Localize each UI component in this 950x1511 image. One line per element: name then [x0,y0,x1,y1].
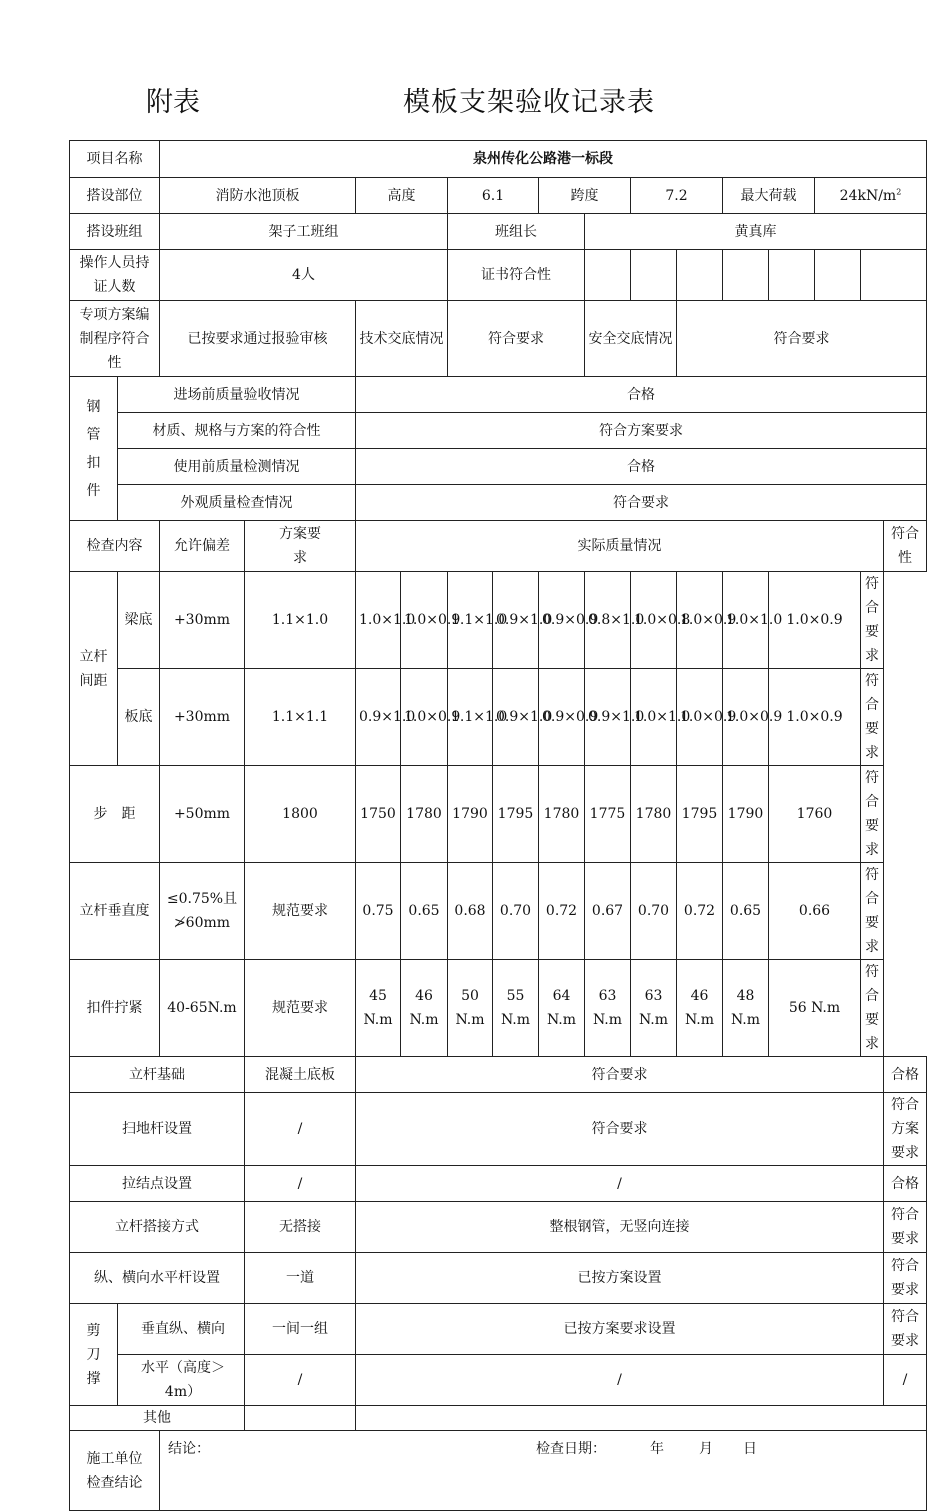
conclusion-label: 施工单位检查结论 [70,1431,160,1511]
row-scheme [70,301,927,377]
scissor-row [70,1304,927,1355]
actual-value: 1.1×1.0 [448,669,493,766]
conform-value: 符合要求 [861,960,884,1057]
check-item-plan: 一道 [245,1253,356,1304]
steel-row [70,377,927,413]
actual-value: 1.0×1.0 [723,572,769,669]
actual-value: 48 N.m [723,960,769,1057]
project-value: 泉州传化公路港一标段 [160,141,927,178]
date-month: 月 [699,1441,713,1457]
conform-value: 符合要求 [861,572,884,669]
check-row [70,1093,927,1166]
actual-value: 1760 [769,766,861,863]
title-row [0,80,950,124]
scissor-plan: 一间一组 [245,1304,356,1355]
steel-result: 合格 [356,377,927,413]
actual-value: 1.0×1.0 [356,572,401,669]
actual-value: 1.0×0.9 [677,572,723,669]
scissor-row [70,1355,927,1406]
steel-item: 材质、规格与方案的符合性 [118,413,356,449]
cert-cell [723,250,769,301]
check-item-conform: 合格 [884,1166,927,1202]
tolerance-header: 允许偏差 [160,521,245,572]
check-item-label: 纵、横向水平杆设置 [70,1253,245,1304]
conclusion-row [70,1431,927,1511]
safety-value: 符合要求 [677,301,927,377]
actual-value: 0.9×1.0 [356,669,401,766]
actual-value: 46 N.m [677,960,723,1057]
check-item-plan: / [245,1166,356,1202]
span-value: 7.2 [631,178,723,214]
actual-value: 46 N.m [401,960,448,1057]
actual-value: 1.0×0.9 [401,669,448,766]
steel-result: 合格 [356,449,927,485]
torque-plan: 规范要求 [245,960,356,1057]
tech-value: 符合要求 [448,301,585,377]
pole-spacing-plan: 1.1×1.0 [245,572,356,669]
actual-value: 0.66 [769,863,861,960]
operators-label: 操作人员持证人数 [70,250,160,301]
actual-value: 45 N.m [356,960,401,1057]
actual-value: 1780 [539,766,585,863]
check-item-actual: 符合要求 [356,1093,884,1166]
actual-value: 0.9×0.9 [539,669,585,766]
actual-value: 1.0×0.9 [769,669,861,766]
actual-value: 56 N.m [769,960,861,1057]
actual-value: 0.65 [723,863,769,960]
check-item-actual: 已按方案设置 [356,1253,884,1304]
project-label: 项目名称 [70,141,160,178]
steel-result: 符合要求 [356,485,927,521]
actual-value: 63 N.m [631,960,677,1057]
check-item-label: 拉结点设置 [70,1166,245,1202]
vertical-row [70,863,927,960]
actual-value: 1.0×1.0 [631,669,677,766]
conform-value: 符合要求 [861,766,884,863]
leader-label: 班组长 [448,214,585,250]
load-label: 最大荷载 [723,178,815,214]
conform-value: 符合要求 [861,669,884,766]
actual-value: 0.65 [401,863,448,960]
step-plan: 1800 [245,766,356,863]
check-item-actual: 符合要求 [356,1057,884,1093]
actual-value: 1790 [723,766,769,863]
check-row [70,1057,927,1093]
pole-spacing-tolerance: +30mm [160,669,245,766]
pole-spacing-plan: 1.1×1.1 [245,669,356,766]
torque-tolerance: 40-65N.m [160,960,245,1057]
conform-value: 符合要求 [861,863,884,960]
actual-value: 0.67 [585,863,631,960]
actual-value: 1780 [631,766,677,863]
actual-value: 1775 [585,766,631,863]
height-value: 6.1 [448,178,539,214]
conclusion-result-label: 结论： [168,1441,210,1457]
actual-header: 实际质量情况 [356,521,884,572]
tech-label: 技术交底情况 [356,301,448,377]
other-row [70,1406,927,1431]
team-value: 架子工班组 [160,214,448,250]
check-item-plan: 无搭接 [245,1202,356,1253]
row-team [70,214,927,250]
scheme-label: 专项方案编制程序符合性 [70,301,160,377]
actual-value: 0.8×1.0 [585,572,631,669]
pole-spacing-row [70,669,927,766]
check-item-label: 扫地杆设置 [70,1093,245,1166]
step-row [70,766,927,863]
scissor-conform: 符合要求 [884,1304,927,1355]
cert-cell [631,250,677,301]
location-label: 搭设部位 [70,178,160,214]
pole-spacing-label: 立杆间距 [70,572,118,766]
inspection-date-label: 检查日期： [536,1441,606,1457]
steel-result: 符合方案要求 [356,413,927,449]
scissor-actual: / [356,1355,884,1406]
pole-spacing-row [70,572,927,669]
actual-value: 0.72 [539,863,585,960]
step-label: 步 距 [70,766,160,863]
actual-value: 63 N.m [585,960,631,1057]
scissor-label: 剪刀撑 [70,1304,118,1406]
other-value [356,1406,927,1431]
scheme-value: 已按要求通过报验审核 [160,301,356,377]
vertical-label: 立杆垂直度 [70,863,160,960]
check-item-plan: / [245,1093,356,1166]
load-value: $24kN/m^2$ [815,178,927,214]
actual-value: 1.0×0.9 [677,669,723,766]
step-tolerance: +50mm [160,766,245,863]
plan-header: 方案要求 [245,521,356,572]
check-item-conform: 符合要求 [884,1202,927,1253]
height-label: 高度 [356,178,448,214]
check-content-header: 检查内容 [70,521,160,572]
team-label: 搭设班组 [70,214,160,250]
span-label: 跨度 [539,178,631,214]
actual-value: 1795 [677,766,723,863]
actual-value: 0.9×1.0 [493,572,539,669]
actual-value: 0.72 [677,863,723,960]
leader-value: 黄真库 [585,214,927,250]
vertical-plan: 规范要求 [245,863,356,960]
row-location [70,178,927,214]
torque-label: 扣件拧紧 [70,960,160,1057]
actual-value: 50 N.m [448,960,493,1057]
row-project [70,141,927,178]
date-year: 年 [650,1441,664,1457]
check-item-actual: 整根钢管，无竖向连接 [356,1202,884,1253]
check-item-conform: 符合方案要求 [884,1093,927,1166]
actual-value: 0.75 [356,863,401,960]
check-item-label: 立杆搭接方式 [70,1202,245,1253]
check-row [70,1202,927,1253]
steel-item: 使用前质量检测情况 [118,449,356,485]
scissor-name: 水平（高度＞4m） [118,1355,245,1406]
cert-cell [815,250,861,301]
inspection-form-table [69,140,927,1511]
actual-value: 1795 [493,766,539,863]
actual-value: 1780 [401,766,448,863]
steel-row [70,413,927,449]
pole-spacing-tolerance: +30mm [160,572,245,669]
actual-value: 64 N.m [539,960,585,1057]
check-item-label: 立杆基础 [70,1057,245,1093]
actual-value: 0.9×1.0 [493,669,539,766]
check-row [70,1253,927,1304]
actual-value: 0.9×0.9 [539,572,585,669]
actual-value: 55 N.m [493,960,539,1057]
page-title: 模板支架验收记录表 [403,87,655,118]
conclusion-area [160,1431,927,1511]
actual-value: 0.68 [448,863,493,960]
safety-label: 安全交底情况 [585,301,677,377]
cert-cell [585,250,631,301]
actual-value: 0.70 [493,863,539,960]
steel-item: 外观质量检查情况 [118,485,356,521]
steel-row [70,449,927,485]
title-prefix: 附表 [146,87,200,118]
pole-spacing-name: 梁底 [118,572,160,669]
date-day: 日 [743,1441,757,1457]
actual-value: 1.0×0.9 [723,669,769,766]
check-header-row [70,521,927,572]
steel-row [70,485,927,521]
pole-spacing-name: 板底 [118,669,160,766]
cert-label: 证书符合性 [448,250,585,301]
scissor-conform: / [884,1355,927,1406]
cert-cell [769,250,815,301]
actual-value: 1750 [356,766,401,863]
other-label: 其他 [70,1406,245,1431]
check-item-actual: / [356,1166,884,1202]
row-operators [70,250,927,301]
operators-value: 4人 [160,250,448,301]
check-item-plan: 混凝土底板 [245,1057,356,1093]
cert-cell [861,250,927,301]
scissor-actual: 已按方案要求设置 [356,1304,884,1355]
scissor-plan: / [245,1355,356,1406]
scissor-name: 垂直纵、横向 [118,1304,245,1355]
location-value: 消防水池顶板 [160,178,356,214]
actual-value: 0.70 [631,863,677,960]
conform-header: 符合性 [884,521,927,572]
torque-row [70,960,927,1057]
other-plan [245,1406,356,1431]
steel-label: 钢管扣件 [70,377,118,521]
actual-value: 1.0×0.9 [401,572,448,669]
actual-value: 1.0×0.8 [631,572,677,669]
actual-value: 1.1×1.0 [448,572,493,669]
cert-cell [677,250,723,301]
vertical-tolerance: ≤0.75%且≯60mm [160,863,245,960]
actual-value: 1790 [448,766,493,863]
check-item-conform: 符合要求 [884,1253,927,1304]
steel-item: 进场前质量验收情况 [118,377,356,413]
check-row [70,1166,927,1202]
actual-value: 1.0×0.9 [769,572,861,669]
actual-value: 0.9×1.0 [585,669,631,766]
check-item-conform: 合格 [884,1057,927,1093]
